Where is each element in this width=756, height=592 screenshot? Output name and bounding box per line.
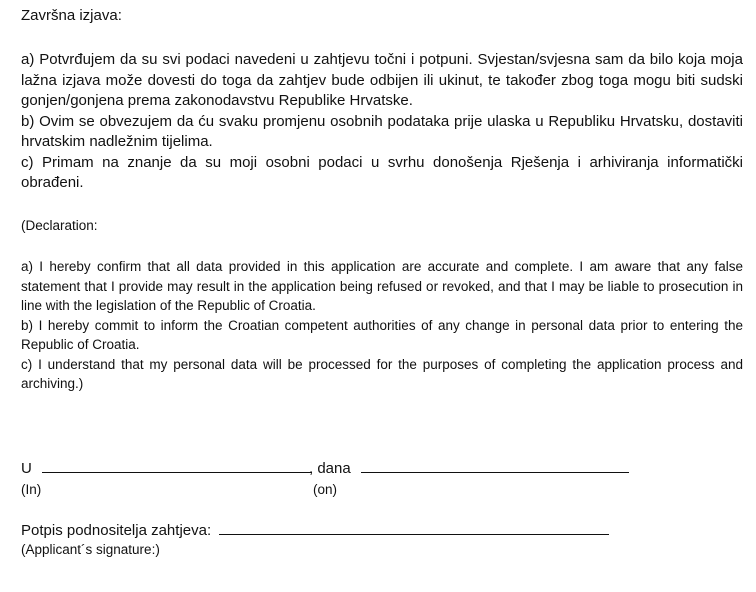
date-row: [309, 458, 629, 479]
date-sublabel: (on): [313, 482, 338, 497]
signature-label: Potpis podnositelja zahtjeva:: [21, 522, 212, 539]
croatian-declaration-body: [21, 50, 743, 194]
signature-sublabel: (Applicant´s signature:): [21, 542, 160, 557]
croatian-item-b: b) Ovim se obvezujem da ću svaku promjenu osobnih podataka prije ulaska u Republiku Hrvatsku, dostaviti hrvatskim nadležnim tijelima.: [21, 112, 743, 150]
signature-input-line[interactable]: [219, 520, 609, 535]
english-item-b: b) I hereby commit to inform the Croatian competent authorities of any change in personal data prior to entering the Republic of Croatia.: [21, 317, 743, 352]
croatian-item-c: c) Primam na znanje da su moji osobni podaci u svrhu donošenja Rješenja i arhiviranja informatički obrađeni.: [21, 153, 743, 191]
date-input-line[interactable]: [361, 458, 629, 473]
date-label: , dana: [309, 460, 351, 477]
english-declaration-title: (Declaration:: [21, 218, 98, 233]
place-input-line[interactable]: [42, 458, 312, 473]
croatian-item-a: a) Potvrđujem da su svi podaci navedeni u zahtjevu točni i potpuni. Svjestan/svjesna sam da bilo koja moja lažna izjava može dovesti do toga da zahtjev bude odbijen ili ukinut, te također zbog toga mogu biti sudski gonjen/gonjena prema zakonodavstvu Republike Hrvatske.: [21, 51, 743, 109]
place-sublabel: (In): [21, 482, 42, 497]
english-item-c: c) I understand that my personal data will be processed for the purposes of completing the application process and archiving.): [21, 356, 743, 391]
croatian-declaration-title: Završna izjava:: [21, 7, 122, 24]
place-label: U: [21, 460, 32, 477]
signature-row: [21, 520, 609, 541]
english-declaration-body: [21, 257, 743, 394]
english-item-a: a) I hereby confirm that all data provided in this application are accurate and complete. I am aware that any false statement that I provide may result in the application being refused or revoked, and that I may be liable to prosecution in line with the legislation of the Republic of Croatia.: [21, 259, 743, 313]
place-row: [21, 458, 312, 479]
